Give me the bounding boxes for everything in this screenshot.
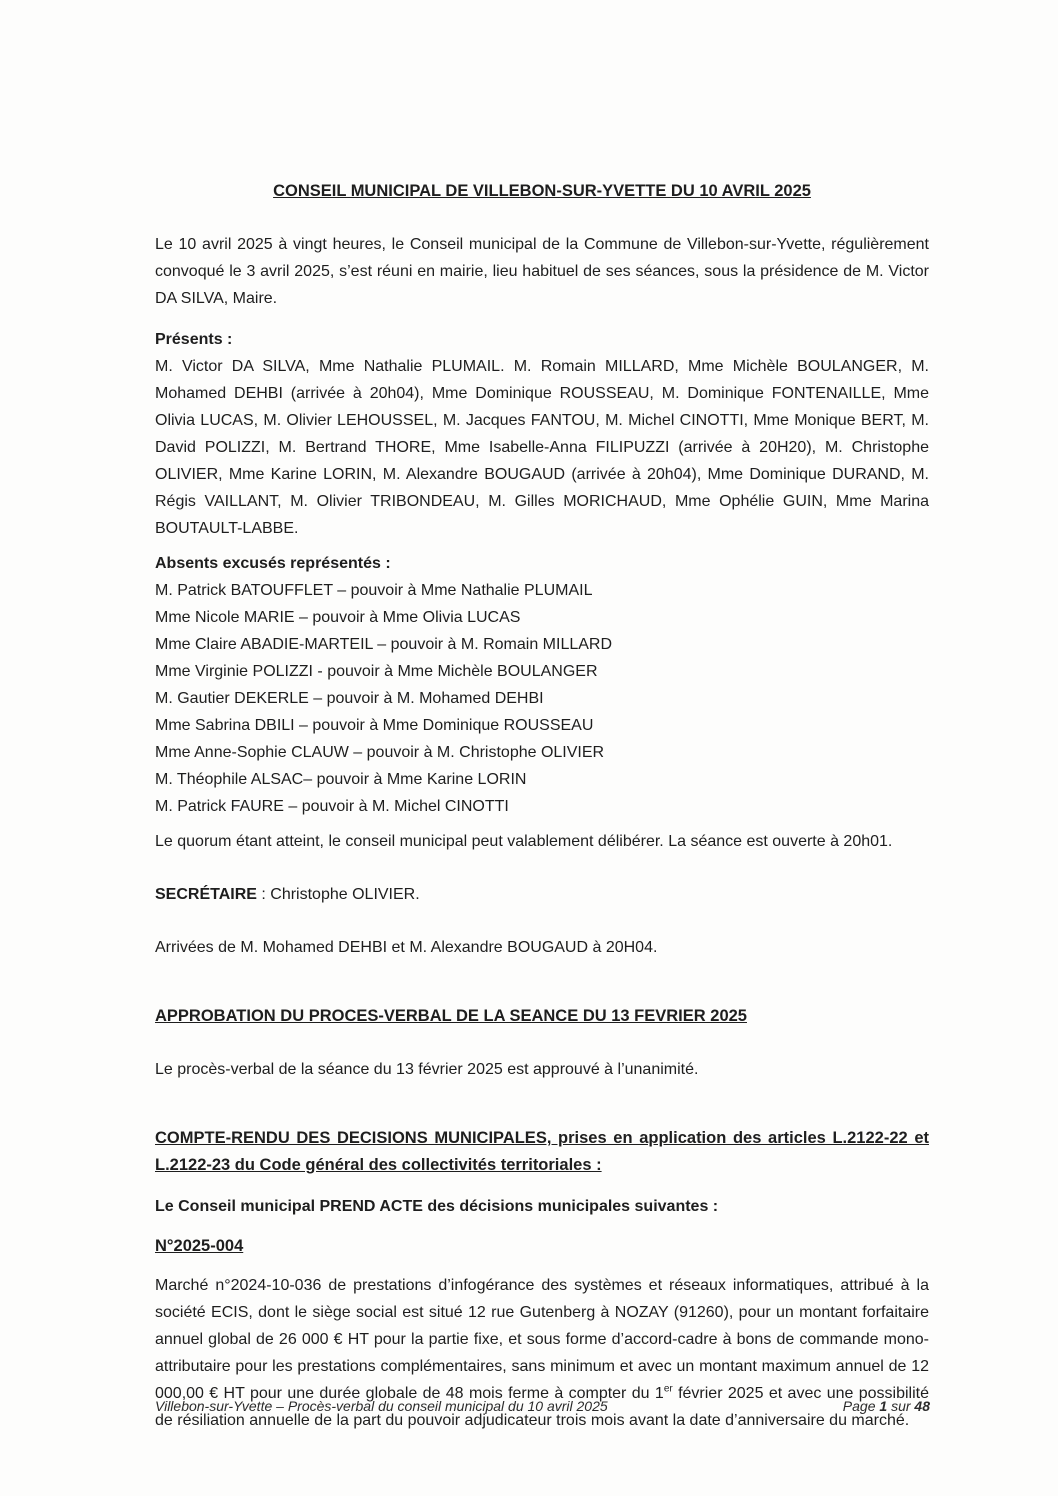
absent-item: Mme Nicole MARIE – pouvoir à Mme Olivia LUCAS xyxy=(155,609,521,626)
presents-heading: Présents : xyxy=(155,331,233,348)
ordinal-suffix: er xyxy=(663,1383,673,1395)
presents-list: M. Victor DA SILVA, Mme Nathalie PLUMAIL. M. Romain MILLARD, Mme Michèle BOULANGER, M. Mohamed DEHBI (arrivée à 20h04), Mme Dominique ROUSSEAU, M. Dominique FONTENAILLE, Mme Olivia LUCAS, M. Olivier LEHOUSSEL, M. Jacques FANTOU, M. Michel CINOTTI, Mme Monique BERT, M. David POLIZZI, M. Bertrand THORE, Mme Isabelle-Anna FILIPUZZI (arrivée à 20H20), M. Christophe OLIVIER, Mme Karine LORIN, M. Alexandre BOUGAUD (arrivée à 20h04), Mme Dominique DURAND, M. Régis VAILLANT, M. Olivier TRIBONDEAU, M. Gilles MORICHAUD, Mme Ophélie GUIN, Mme Marina BOUTAULT-LABBE. xyxy=(155,358,929,537)
approbation-heading: APPROBATION DU PROCES-VERBAL DE LA SEANCE DU 13 FEVRIER 2025 xyxy=(155,1007,747,1025)
prend-acte-paragraph: Le Conseil municipal PREND ACTE des décisions municipales suivantes : xyxy=(155,1198,719,1215)
footer xyxy=(155,1398,930,1414)
footer-page-info xyxy=(843,1398,930,1414)
footer-page-number: 1 xyxy=(879,1398,888,1414)
absent-item: Mme Claire ABADIE-MARTEIL – pouvoir à M. Romain MILLARD xyxy=(155,636,613,653)
absent-item: Mme Virginie POLIZZI - pouvoir à Mme Michèle BOULANGER xyxy=(155,663,598,680)
absent-item: Mme Sabrina DBILI – pouvoir à Mme Dominique ROUSSEAU xyxy=(155,717,594,734)
intro-paragraph: Le 10 avril 2025 à vingt heures, le Conseil municipal de la Commune de Villebon-sur-Yvette, régulièrement convoqué le 3 avril 2025, s’est réuni en mairie, lieu habituel de ses séances, sous la présidence de M. Victor DA SILVA, Maire. xyxy=(155,236,929,307)
secretary-line xyxy=(155,881,929,908)
footer-document-name: Villebon-sur-Yvette – Procès-verbal du conseil municipal du 10 avril 2025 xyxy=(155,1398,608,1414)
document-title: CONSEIL MUNICIPAL DE VILLEBON-SUR-YVETTE DU 10 AVRIL 2025 xyxy=(273,182,811,200)
approbation-paragraph: Le procès-verbal de la séance du 13 février 2025 est approuvé à l’unanimité. xyxy=(155,1061,699,1078)
absent-item: M. Théophile ALSAC– pouvoir à Mme Karine LORIN xyxy=(155,771,527,788)
absents-list xyxy=(155,577,929,820)
secretary-label: SECRÉTAIRE xyxy=(155,886,257,903)
footer-sur-label: sur xyxy=(887,1398,915,1414)
arrivals-paragraph: Arrivées de M. Mohamed DEHBI et M. Alexandre BOUGAUD à 20H04. xyxy=(155,939,658,956)
footer-page-total: 48 xyxy=(914,1398,930,1414)
decision-text-start: Marché n°2024-10-036 de prestations d’infogérance des systèmes et réseaux informatiques, attribué à la société ECIS, dont le siège social est situé 12 rue Gutenberg à NOZAY (91260), pour un montant forfaitaire annuel global de 26 000 € HT pour la partie fixe, et sous forme d’accord-cadre à bons de commande mono-attributaire pour les prestations complémentaires, sans minimum et avec un montant maximum annuel de 12 000,00 € HT pour une durée globale de 48 mois ferme à compter du 1 xyxy=(155,1277,929,1402)
compte-rendu-heading: COMPTE-RENDU DES DECISIONS MUNICIPALES, prises en application des articles L.2122-22 et L.2122-23 du Code général des collectivités territoriales : xyxy=(155,1129,929,1174)
decision-text-end: février 2025 et avec une possibilité de résiliation annuelle de la part du pouvoir adjudicateur trois mois avant la date d’anniversaire du marché. xyxy=(155,1385,930,1429)
footer-page-label: Page xyxy=(842,1398,880,1414)
absents-heading: Absents excusés représentés : xyxy=(155,555,391,572)
absent-item: Mme Anne-Sophie CLAUW – pouvoir à M. Christophe OLIVIER xyxy=(155,744,605,761)
absent-item: M. Patrick BATOUFFLET – pouvoir à Mme Nathalie PLUMAIL xyxy=(155,582,593,599)
absent-item: M. Gautier DEKERLE – pouvoir à M. Mohamed DEHBI xyxy=(155,690,544,707)
quorum-paragraph: Le quorum étant atteint, le conseil municipal peut valablement délibérer. La séance est ouverte à 20h01. xyxy=(155,833,893,850)
absent-item: M. Patrick FAURE – pouvoir à M. Michel CINOTTI xyxy=(155,798,509,815)
secretary-value: : Christophe OLIVIER. xyxy=(256,886,420,903)
document-page xyxy=(155,0,929,1434)
decision-number: N°2025-004 xyxy=(155,1237,244,1255)
